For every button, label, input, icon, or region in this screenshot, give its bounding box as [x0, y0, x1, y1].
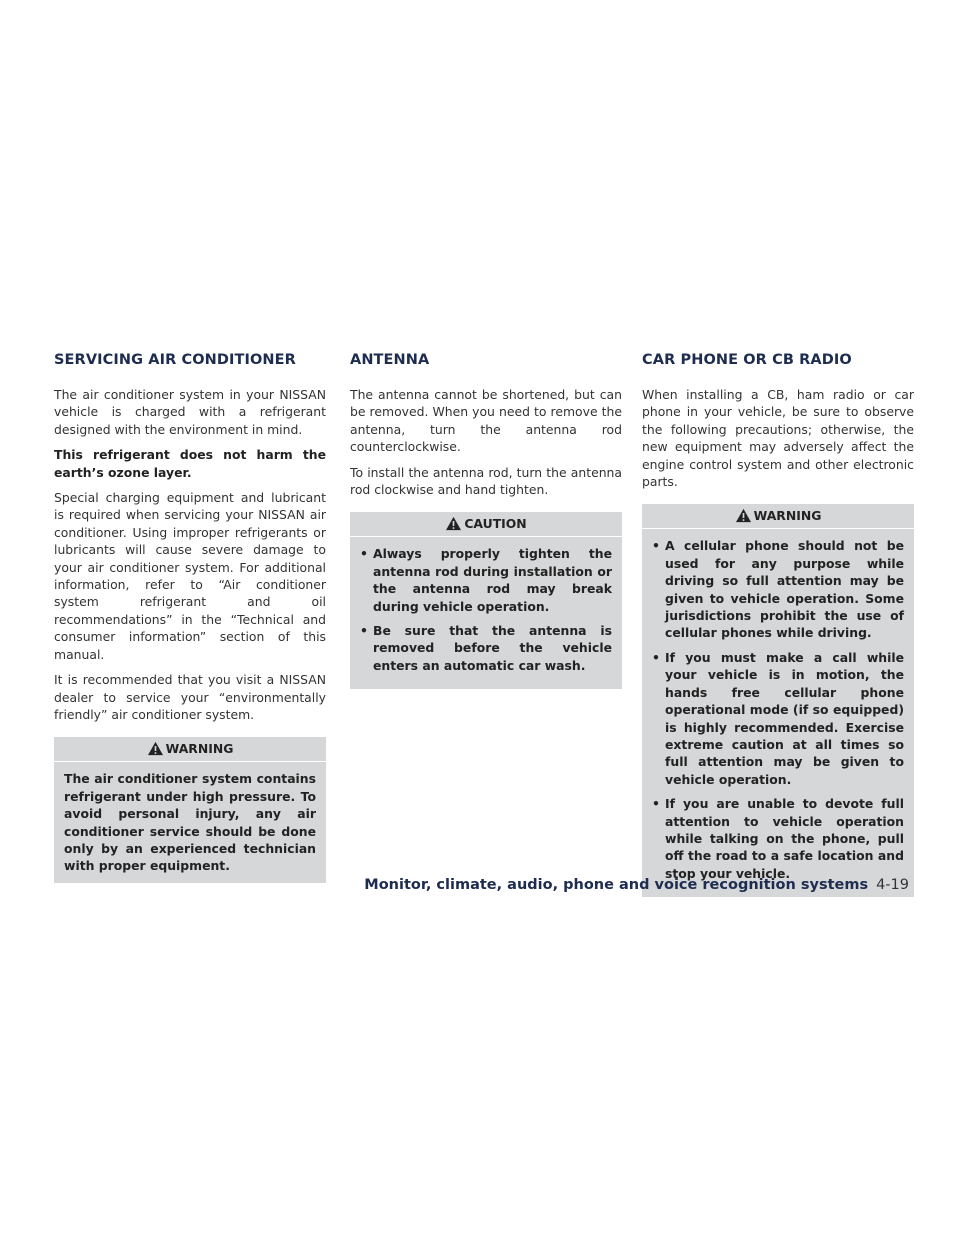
page-footer [364, 877, 909, 893]
antenna-caution-box [350, 512, 622, 689]
list-item: • If you are unable to devote full attention to vehicle operation while talking on the phone, pull off the road to a safe location and stop your vehicle. [652, 795, 904, 882]
antenna-caution-list [360, 545, 612, 674]
warning-triangle-icon [735, 508, 752, 523]
servicing-warning-text: The air conditioner system contains refrigerant under high pressure. To avoid personal injury, any air conditioner service should be done only by an experienced technician with proper equipment. [64, 771, 316, 874]
warning-triangle-icon [445, 516, 462, 531]
list-item: • Be sure that the antenna is removed before the vehicle enters an automatic car wash. [360, 622, 612, 674]
list-item: • A cellular phone should not be used for any purpose while driving so full attention may be given to vehicle operation. Some jurisdictions prohibit the use of cellular phones while driving. [652, 537, 904, 641]
antenna-para-1: The antenna cannot be shortened, but can be removed. When you need to remove the antenna, turn the antenna rod counterclockwise. [350, 387, 622, 455]
servicing-para-4: It is recommended that you visit a NISSAN dealer to service your “environmentally friendly” air conditioner system. [54, 672, 326, 722]
carphone-para-1: When installing a CB, ham radio or car phone in your vehicle, be sure to observe the following precautions; otherwise, the new equipment may adversely affect the engine control system and other electronic parts. [642, 387, 914, 490]
carphone-warning-list [652, 537, 904, 882]
list-item: • If you must make a call while your vehicle is in motion, the hands free cellular phone operational mode (if so equipped) is highly recommended. Exercise extreme caution at all times so full attention may be given to vehicle operation. [652, 649, 904, 788]
servicing-warning-header [54, 737, 326, 762]
carphone-section [642, 352, 914, 897]
servicing-section [54, 352, 326, 883]
page-number: 4-19 [876, 877, 909, 893]
servicing-warning-box [54, 737, 326, 882]
antenna-para-2: To install the antenna rod, turn the antenna rod clockwise and hand tighten. [350, 464, 622, 498]
antenna-heading: ANTENNA [350, 352, 430, 368]
carphone-warning-header [642, 504, 914, 529]
antenna-caution-label: CAUTION [464, 516, 527, 532]
carphone-warning-box [642, 504, 914, 897]
servicing-para-1: The air conditioner system in your NISSAN vehicle is charged with a refrigerant designed with the environment in mind. [54, 387, 326, 437]
carphone-heading: CAR PHONE OR CB RADIO [642, 352, 852, 368]
servicing-heading: SERVICING AIR CONDITIONER [54, 352, 296, 368]
antenna-caution-header [350, 512, 622, 537]
antenna-section [350, 352, 622, 689]
servicing-warning-label: WARNING [165, 741, 234, 757]
servicing-para-2: This refrigerant does not harm the earth’s ozone layer. [54, 447, 326, 480]
servicing-para-3: Special charging equipment and lubricant is required when servicing your NISSAN air conditioner. Using improper refrigerants or lubricants will cause severe damage to your air conditioner system. For additional information, refer to “Air conditioner system refrigerant and oil recommendations” in the “Technical and consumer information” section of this manual. [54, 490, 326, 662]
footer-title: Monitor, climate, audio, phone and voice recognition systems [364, 877, 869, 893]
carphone-warning-label: WARNING [753, 508, 822, 524]
warning-triangle-icon [147, 741, 164, 756]
list-item: • Always properly tighten the antenna rod during installation or the antenna rod may break during vehicle operation. [360, 545, 612, 615]
